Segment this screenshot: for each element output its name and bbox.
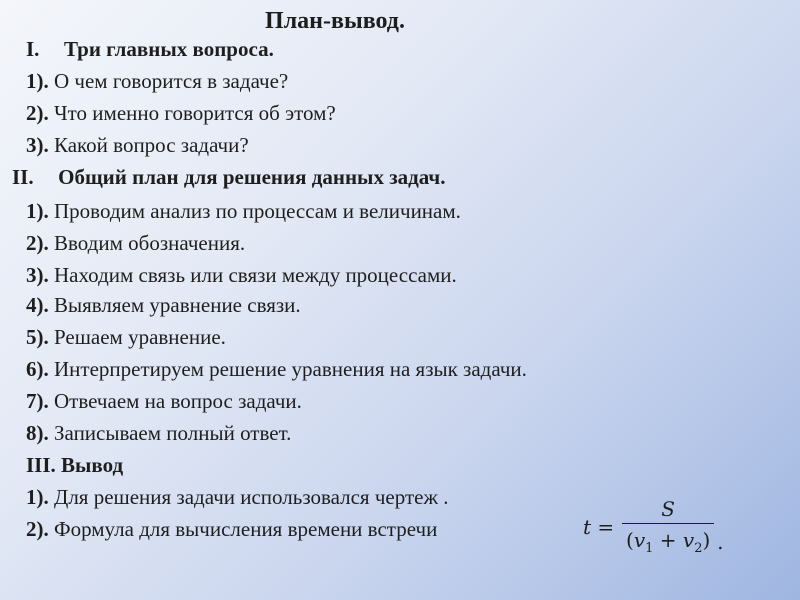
item-number: 8).	[26, 421, 49, 445]
section-2-numeral: II.	[12, 165, 34, 189]
section-2-title: Общий план для решения данных задач.	[58, 165, 446, 189]
list-item	[26, 388, 302, 414]
formula-paren-close: )	[702, 528, 711, 552]
item-number: 7).	[26, 389, 49, 413]
list-item	[26, 262, 457, 288]
section-3-heading: III. Вывод	[26, 453, 124, 477]
list-item	[26, 356, 527, 382]
list-item	[26, 420, 291, 446]
formula-period: .	[717, 530, 724, 554]
formula-paren-open: (	[626, 528, 634, 552]
item-number: 3).	[26, 133, 49, 157]
item-number: 6).	[26, 357, 49, 381]
section-1-numeral: I.	[26, 37, 40, 61]
list-item	[26, 68, 288, 94]
item-number: 2).	[26, 101, 49, 125]
item-number: 4).	[26, 293, 49, 317]
item-text: О чем говорится в задаче?	[48, 69, 289, 93]
list-item	[26, 198, 461, 224]
formula-lhs: t =	[583, 514, 615, 539]
item-number: 2).	[26, 517, 49, 541]
formula-plus: +	[653, 528, 683, 552]
formula-fraction	[622, 497, 714, 556]
formula-denominator	[626, 524, 710, 556]
item-number: 1).	[26, 485, 49, 509]
item-text: Отвечаем на вопрос задачи.	[48, 389, 302, 413]
item-text: Формула для вычисления времени встречи	[48, 517, 438, 541]
formula-v2-subscript: 2	[694, 541, 703, 556]
item-text: Вводим обозначения.	[48, 231, 246, 255]
section-1-heading	[26, 36, 274, 62]
formula-v1-subscript: 1	[645, 541, 654, 556]
item-text: Проводим анализ по процессам и величинам.	[48, 199, 461, 223]
section-1-title: Три главных вопроса.	[63, 37, 274, 61]
item-number: 5).	[26, 325, 49, 349]
meeting-time-formula	[583, 497, 724, 556]
list-item	[26, 484, 448, 510]
item-text: Записываем полный ответ.	[48, 421, 292, 445]
item-number: 1).	[26, 69, 49, 93]
item-number: 3).	[26, 263, 49, 287]
item-text: Решаем уравнение.	[48, 325, 226, 349]
list-item	[26, 324, 226, 350]
formula-v2: v	[682, 528, 695, 552]
list-item	[26, 516, 437, 542]
list-item	[26, 230, 245, 256]
item-number: 2).	[26, 231, 49, 255]
slide-title: План-вывод.	[265, 8, 405, 34]
list-item	[26, 292, 301, 318]
item-text: Выявляем уравнение связи.	[48, 293, 301, 317]
formula-v1: v	[633, 528, 646, 552]
item-number: 1).	[26, 199, 49, 223]
section-2-heading	[12, 164, 446, 190]
item-text: Что именно говорится об этом?	[48, 101, 336, 125]
item-text: Интерпретируем решение уравнения на язык задачи.	[48, 357, 527, 381]
formula-numerator: S	[661, 497, 675, 521]
item-text: Для решения задачи использовался чертеж .	[48, 485, 449, 509]
item-text: Какой вопрос задачи?	[48, 133, 249, 157]
list-item	[26, 100, 336, 126]
item-text: Находим связь или связи между процессами.	[48, 263, 457, 287]
list-item	[26, 132, 249, 158]
